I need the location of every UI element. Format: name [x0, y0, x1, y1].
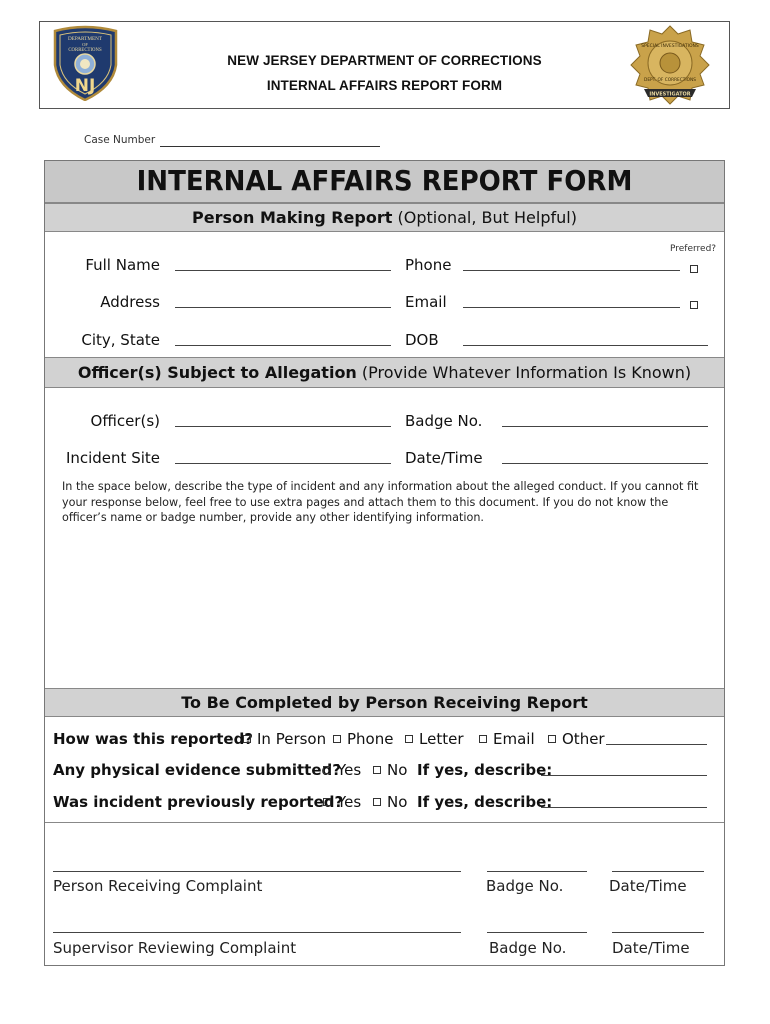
email-preferred-checkbox[interactable]: [690, 301, 698, 309]
dob-field[interactable]: [463, 345, 708, 346]
title-band: [45, 161, 724, 203]
address-field[interactable]: [175, 307, 391, 308]
narrative-area[interactable]: [55, 531, 715, 681]
checkbox-icon: [373, 798, 381, 806]
section1-heading-rest: (Optional, But Helpful): [397, 208, 577, 227]
date-time-label: Date/Time: [405, 449, 483, 467]
case-number-field[interactable]: [160, 146, 380, 147]
section2-heading-rest: (Provide Whatever Information Is Known): [361, 363, 692, 382]
investigator-badge-logo: [630, 25, 710, 105]
checkbox-icon: [243, 735, 251, 743]
option-email[interactable]: [479, 730, 535, 748]
supervisor-signature-line[interactable]: [53, 932, 461, 933]
badge-no-label: Badge No.: [405, 412, 483, 430]
checkbox-icon: [548, 735, 556, 743]
header-line-2: INTERNAL AFFAIRS REPORT FORM: [266, 78, 503, 93]
previously-reported-label: Was incident previously reported?: [53, 793, 344, 811]
section1-heading-bold: Person Making Report: [192, 208, 393, 227]
section1-heading: [45, 208, 724, 227]
full-name-label: Full Name: [85, 256, 160, 274]
option-in-person-label: In Person: [257, 730, 327, 748]
checkbox-icon: [323, 798, 331, 806]
phone-label: Phone: [405, 256, 452, 274]
option-letter-label: Letter: [419, 730, 464, 748]
form-box: [44, 160, 725, 966]
preferred-label: Preferred?: [670, 244, 717, 254]
receiving-date-line[interactable]: [612, 871, 704, 872]
form-title: INTERNAL AFFAIRS REPORT FORM: [136, 164, 633, 197]
right-logo-text-3: INVESTIGATOR: [649, 91, 691, 98]
officers-label: Officer(s): [90, 412, 160, 430]
left-logo-text-2: OF: [82, 42, 88, 47]
option-email-label: Email: [493, 730, 535, 748]
section3-heading: To Be Completed by Person Receiving Report: [181, 693, 588, 712]
incident-site-label: Incident Site: [65, 449, 160, 467]
email-field[interactable]: [463, 307, 680, 308]
section2-heading-bold: Officer(s) Subject to Allegation: [77, 363, 357, 382]
option-phone-label: Phone: [347, 730, 394, 748]
evidence-no[interactable]: [373, 761, 407, 779]
previous-no-label: No: [387, 793, 408, 811]
instructions-text: In the space below, describe the type of incident and any information about the alleged conduct. If you cannot fit your response below, feel free to use extra pages and attach them to this document. If you do not know the officer’s name or badge number, provide any other identifying information.: [62, 480, 699, 524]
option-letter[interactable]: [405, 730, 463, 748]
header-box: [39, 21, 730, 109]
receiving-badge-label: Badge No.: [486, 877, 564, 895]
previous-if-yes-label: If yes, describe:: [417, 793, 553, 811]
evidence-describe-field[interactable]: [541, 775, 707, 776]
supervisor-badge-line[interactable]: [487, 932, 587, 933]
left-logo-text-1: DEPARTMENT: [67, 36, 103, 42]
left-logo-nj: NJ: [74, 76, 96, 96]
checkbox-icon: [373, 766, 381, 774]
address-label: Address: [100, 293, 160, 311]
evidence-yes[interactable]: [323, 761, 361, 779]
email-label: Email: [405, 293, 447, 311]
full-name-field[interactable]: [175, 270, 391, 271]
option-in-person[interactable]: [243, 730, 326, 748]
section2-heading-band: [45, 357, 724, 388]
city-state-field[interactable]: [175, 345, 391, 346]
other-field[interactable]: [606, 744, 707, 745]
supervisor-badge-label: Badge No.: [489, 939, 567, 957]
officers-field[interactable]: [175, 426, 391, 427]
receiving-badge-line[interactable]: [487, 871, 587, 872]
signature-divider: [45, 822, 724, 823]
phone-preferred-checkbox[interactable]: [690, 265, 698, 273]
dob-label: DOB: [405, 331, 439, 349]
evidence-yes-label: Yes: [337, 761, 362, 779]
checkbox-icon: [405, 735, 413, 743]
header-line-1: NEW JERSEY DEPARTMENT OF CORRECTIONS: [227, 53, 542, 68]
previous-no[interactable]: [373, 793, 407, 811]
receiving-date-label: Date/Time: [609, 877, 687, 895]
case-number-label: Case Number: [84, 134, 156, 146]
receiving-label: Person Receiving Complaint: [53, 877, 263, 895]
badge-no-field[interactable]: [502, 426, 708, 427]
option-phone[interactable]: [333, 730, 393, 748]
supervisor-date-line[interactable]: [612, 932, 704, 933]
physical-evidence-label: Any physical evidence submitted?: [53, 761, 341, 779]
previous-yes-label: Yes: [337, 793, 362, 811]
section3-heading-band: [45, 688, 724, 717]
option-other[interactable]: [548, 730, 605, 748]
option-other-label: Other: [562, 730, 605, 748]
right-logo-text-2: DEPT. OF CORRECTIONS: [644, 78, 696, 83]
supervisor-date-label: Date/Time: [612, 939, 690, 957]
previous-describe-field[interactable]: [541, 807, 707, 808]
checkbox-icon: [333, 735, 341, 743]
checkbox-icon: [323, 766, 331, 774]
left-logo-text-3: CORRECTIONS: [68, 48, 102, 53]
how-reported-label: How was this reported?: [53, 730, 254, 748]
evidence-if-yes-label: If yes, describe:: [417, 761, 553, 779]
right-logo-text-1: SPECIAL INVESTIGATIONS: [641, 44, 699, 49]
date-time-field[interactable]: [502, 463, 708, 464]
city-state-label: City, State: [81, 331, 160, 349]
incident-site-field[interactable]: [175, 463, 391, 464]
evidence-no-label: No: [387, 761, 408, 779]
previous-yes[interactable]: [323, 793, 361, 811]
receiving-signature-line[interactable]: [53, 871, 461, 872]
checkbox-icon: [479, 735, 487, 743]
phone-field[interactable]: [463, 270, 680, 271]
doc-badge-logo: [51, 25, 120, 101]
supervisor-label: Supervisor Reviewing Complaint: [53, 939, 297, 957]
section1-heading-band: [45, 203, 724, 232]
section2-heading: [45, 363, 724, 382]
